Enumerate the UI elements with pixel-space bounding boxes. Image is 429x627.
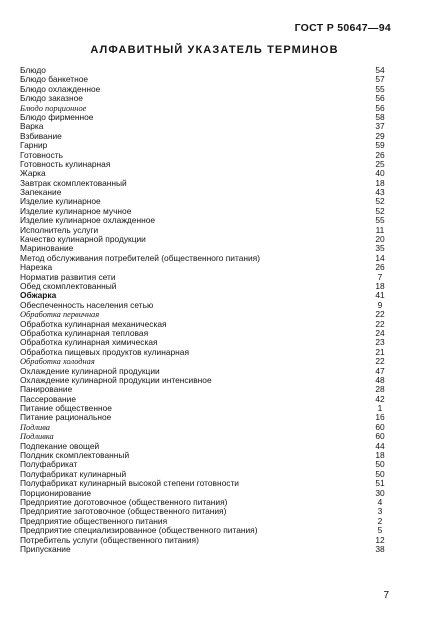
index-term-number: 7 <box>377 271 383 282</box>
index-term-number: 54 <box>375 65 385 75</box>
index-term-number: 40 <box>375 168 385 179</box>
index-term: Изделие кулинарное мучное <box>20 205 132 216</box>
index-term-number: 1 <box>377 403 383 414</box>
index-entry <box>20 179 393 188</box>
index-term: Подливка <box>20 432 54 442</box>
index-term-number: 30 <box>375 487 385 498</box>
index-term: Обжарка <box>20 290 57 301</box>
index-term-number: 11 <box>375 224 385 235</box>
index-term-number: 18 <box>375 450 385 461</box>
index-term: Припускание <box>20 543 71 554</box>
index-term-number: 55 <box>375 83 385 94</box>
index-term: Готовность <box>20 149 63 160</box>
index-term-number: 58 <box>375 111 385 122</box>
index-term-number: 51 <box>375 478 385 489</box>
index-term-number: 24 <box>375 327 385 338</box>
index-term: Качество кулинарной продукции <box>20 234 146 245</box>
index-entry <box>20 235 393 244</box>
index-term: Питание общественное <box>20 403 112 414</box>
index-term-number: 37 <box>375 121 385 132</box>
index-term: Блюдо заказное <box>20 93 83 104</box>
index-term-number: 57 <box>375 74 385 85</box>
index-term-number: 26 <box>375 149 385 160</box>
index-term: Обработка пищевых продуктов кулинарная <box>20 346 189 357</box>
index-term: Блюдо <box>20 65 46 75</box>
index-term-number: 26 <box>375 262 385 273</box>
index-term-number: 22 <box>375 356 385 367</box>
index-entry <box>20 94 393 103</box>
index-term: Норматив развития сети <box>20 271 116 282</box>
index-entry <box>20 301 393 310</box>
index-term: Нарезка <box>20 262 53 273</box>
index-term-number: 56 <box>375 102 385 113</box>
index-term-number: 43 <box>375 187 385 198</box>
index-term-number: 25 <box>375 158 385 169</box>
index-term: Маринование <box>20 243 74 254</box>
index-term: Обеспеченность населения сетью <box>20 299 154 310</box>
index-term: Изделие кулинарное охлажденное <box>20 215 156 226</box>
index-term: Панирование <box>20 384 73 395</box>
index-entry <box>20 282 393 291</box>
index-term-number: 60 <box>375 431 385 442</box>
index-term: Метод обслуживания потребителей (общественного питания) <box>20 252 261 263</box>
index-term: Гарнир <box>20 140 48 151</box>
index-term: Охлаждение кулинарной продукции <box>20 365 160 376</box>
index-term: Полуфабрикат кулинарный <box>20 468 127 479</box>
index-term-number: 44 <box>375 440 385 451</box>
index-term-number: 23 <box>375 337 385 348</box>
index-term: Варка <box>20 121 44 132</box>
index-term: Обработка первичная <box>20 310 100 320</box>
index-term-number: 60 <box>375 421 385 432</box>
index-entry <box>20 423 393 432</box>
index-term-number: 28 <box>375 384 385 395</box>
index-entry <box>20 376 393 385</box>
page-number: 7 <box>383 590 389 601</box>
index-term-number: 3 <box>377 506 383 517</box>
index-term: Взбивание <box>20 130 62 141</box>
index-term-number: 29 <box>375 130 385 141</box>
index-term-number: 14 <box>375 252 385 263</box>
index-term: Исполнитель услуги <box>20 224 99 235</box>
index-term-number: 5 <box>377 525 383 536</box>
index-term: Порционирование <box>20 487 92 498</box>
index-term: Блюдо охлажденное <box>20 83 101 94</box>
index-term: Полуфабрикат кулинарный высокой степени готовности <box>20 478 239 489</box>
index-term: Пассерование <box>20 393 76 404</box>
standard-header: ГОСТ Р 50647—94 <box>294 22 391 34</box>
index-term-number: 52 <box>375 196 385 207</box>
index-term: Подлива <box>20 422 50 432</box>
index-term-number: 4 <box>377 496 383 507</box>
index-term-number: 22 <box>375 309 385 320</box>
index-term: Обработка кулинарная тепловая <box>20 327 149 338</box>
index-term-number: 42 <box>375 393 385 404</box>
index-term: Обработка холодная <box>20 357 95 367</box>
index-term: Обработка кулинарная механическая <box>20 318 167 329</box>
index-term: Предприятие заготовочное (общественного питания) <box>20 506 227 517</box>
index-term: Готовность кулинарная <box>20 158 111 169</box>
index-term-number: 56 <box>375 93 385 104</box>
index-term-number: 50 <box>375 468 385 479</box>
index-entry <box>20 545 393 554</box>
index-term-number: 48 <box>375 374 385 385</box>
index-entry <box>20 413 393 422</box>
index-term-number: 52 <box>375 205 385 216</box>
index-term-number: 20 <box>375 234 385 245</box>
index-term: Изделие кулинарное <box>20 196 101 207</box>
index-term-number: 50 <box>375 459 385 470</box>
index-entry <box>20 160 393 169</box>
index-term: Охлаждение кулинарной продукции интенсивное <box>20 374 212 385</box>
index-entry <box>20 132 393 141</box>
index-entry <box>20 536 393 545</box>
index-term: Потребитель услуги (общественного питания) <box>20 534 199 545</box>
index-term: Питание рациональное <box>20 412 112 423</box>
index-term-number: 41 <box>375 290 385 301</box>
index-term: Блюдо порционное <box>20 103 87 113</box>
index-term-number: 18 <box>375 177 385 188</box>
index-term-number: 55 <box>375 215 385 226</box>
index-term: Блюдо фирменное <box>20 111 94 122</box>
index-term-number: 21 <box>375 346 385 357</box>
index-term: Подпекание овощей <box>20 440 100 451</box>
index-term: Предприятие специализированное (общественного питания) <box>20 525 258 536</box>
index-term-number: 9 <box>377 299 383 310</box>
index-term: Жарка <box>20 168 46 179</box>
index-term-number: 2 <box>377 515 383 526</box>
index-term: Обед скомплектованный <box>20 280 117 291</box>
index-term: Предприятие общественного питания <box>20 515 168 526</box>
index-term-number: 18 <box>375 280 385 291</box>
index-term: Блюдо банкетное <box>20 74 89 85</box>
index-entry <box>20 141 393 150</box>
index-term-number: 35 <box>375 243 385 254</box>
index-term: Полуфабрикат <box>20 459 78 470</box>
index-term-number: 16 <box>375 412 385 423</box>
page-title: АЛФАВИТНЫЙ УКАЗАТЕЛЬ ТЕРМИНОВ <box>90 44 339 56</box>
index-term: Полдник скомплектованный <box>20 450 130 461</box>
index-term-number: 38 <box>375 543 385 554</box>
index-term-number: 59 <box>375 140 385 151</box>
index-term: Завтрак скомплектованный <box>20 177 127 188</box>
index-entry <box>20 254 393 263</box>
index-term: Предприятие доготовочное (общественного питания) <box>20 496 228 507</box>
term-index-list <box>20 66 393 554</box>
index-term-number: 22 <box>375 318 385 329</box>
index-term-number: 12 <box>375 534 385 545</box>
index-term-number: 47 <box>375 365 385 376</box>
index-term: Обработка кулинарная химическая <box>20 337 158 348</box>
index-term: Запекание <box>20 187 62 198</box>
index-entry <box>20 122 393 131</box>
index-entry <box>20 348 393 357</box>
index-entry <box>20 113 393 122</box>
